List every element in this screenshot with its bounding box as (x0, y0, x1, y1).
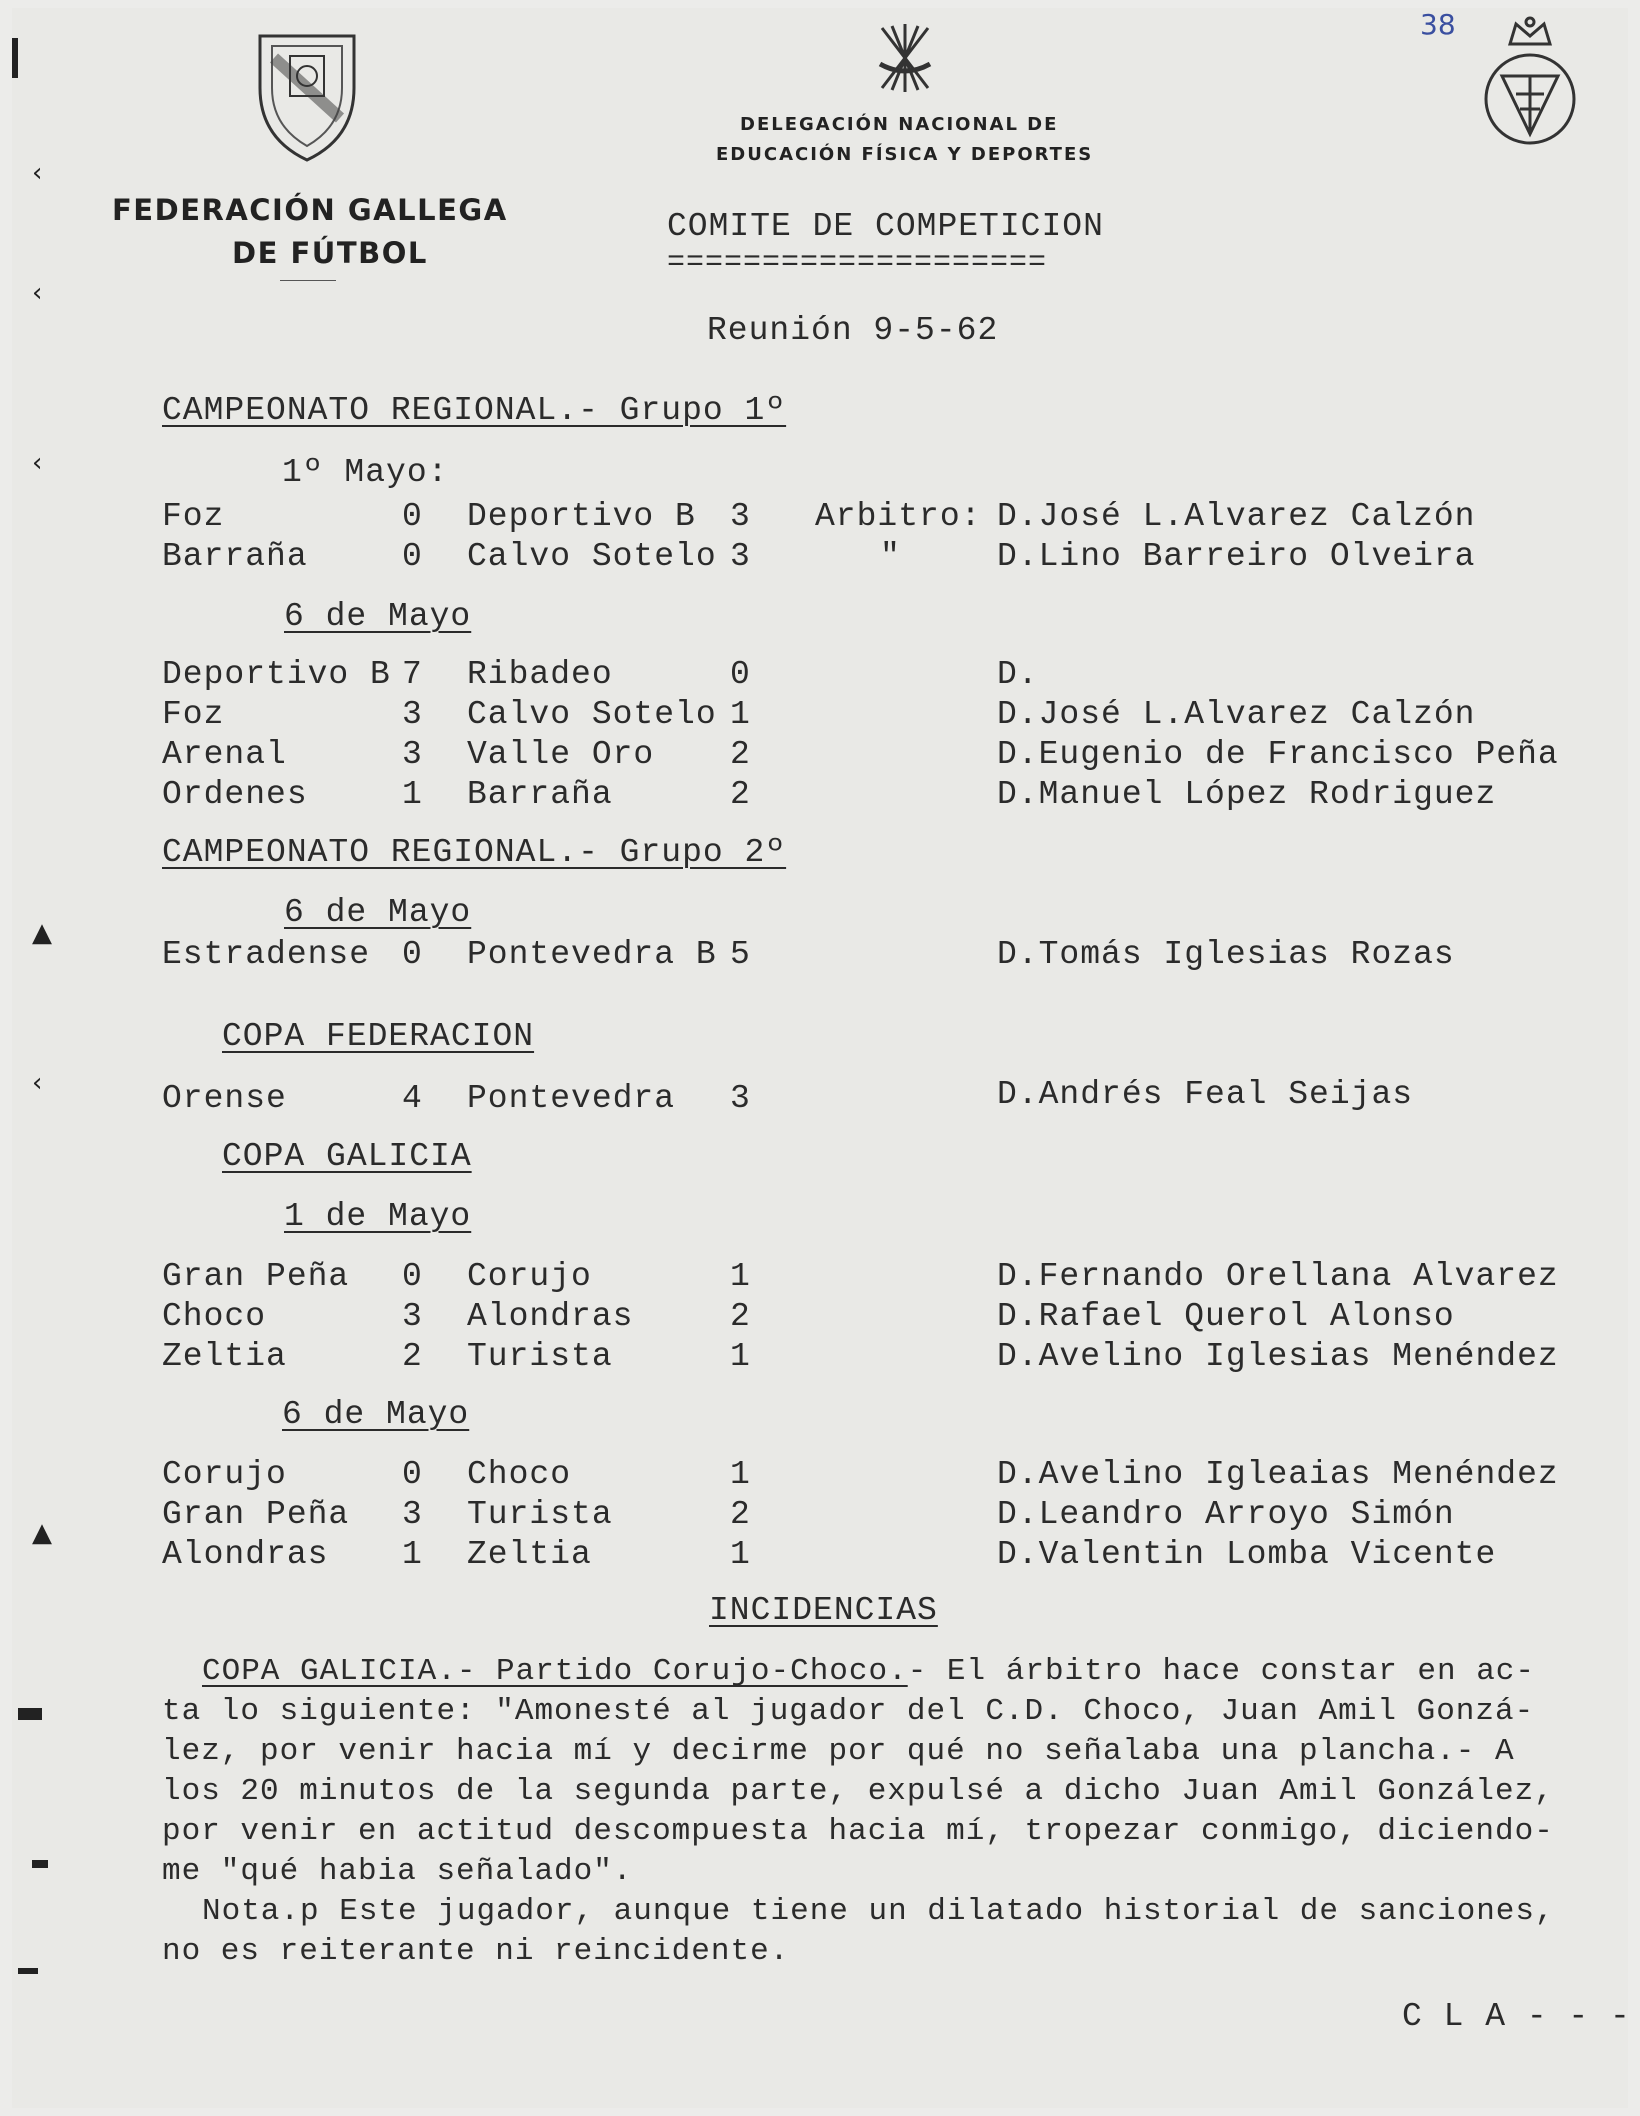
away-team: Valle Oro (467, 736, 655, 773)
incident-note: no es reiterante ni reincidente. (162, 1934, 790, 1969)
away-team: Deportivo B (467, 498, 696, 535)
away-score: 2 (730, 1298, 751, 1335)
referee-ditto: " (880, 538, 901, 575)
away-score: 1 (730, 1258, 751, 1295)
home-team: Orense (162, 1080, 287, 1117)
incident-line: por venir en actitud descompuesta hacia mí, tropezar conmigo, diciendo- (162, 1814, 1554, 1849)
delegation-line1: DELEGACIÓN NACIONAL DE (740, 114, 1059, 135)
referee-label: Arbitro: (815, 498, 982, 535)
home-score: 0 (402, 1258, 423, 1295)
away-team: Calvo Sotelo (467, 696, 717, 733)
home-score: 1 (402, 776, 423, 813)
home-team: Gran Peña (162, 1496, 350, 1533)
date-label: 6 de Mayo (282, 1396, 470, 1433)
referee: D.Tomás Iglesias Rozas (997, 936, 1455, 973)
referee: D.Valentin Lomba Vicente (997, 1536, 1497, 1573)
binder-mark-decoration (18, 1968, 38, 1974)
home-team: Foz (162, 498, 225, 535)
incident-line: los 20 minutos de la segunda parte, expulsé a dicho Juan Amil González, (162, 1774, 1554, 1809)
referee: D.Manuel López Rodriguez (997, 776, 1497, 813)
binder-mark-decoration: ‹ (32, 158, 43, 188)
home-score: 0 (402, 498, 423, 535)
federation-crest-icon (252, 28, 362, 168)
home-team: Ordenes (162, 776, 308, 813)
home-score: 3 (402, 1298, 423, 1335)
referee: D.Avelino Igleaias Menéndez (997, 1456, 1559, 1493)
referee: D.José L.Alvarez Calzón (997, 498, 1476, 535)
away-team: Corujo (467, 1258, 592, 1295)
home-team: Arenal (162, 736, 287, 773)
meeting-date: Reunión 9-5-62 (707, 312, 999, 349)
home-score: 7 (402, 656, 423, 693)
away-team: Alondras (467, 1298, 634, 1335)
home-score: 2 (402, 1338, 423, 1375)
binder-mark-decoration: ‹ (32, 278, 43, 308)
letterhead-divider (280, 280, 336, 281)
rfef-crest-icon (1480, 14, 1580, 164)
binder-mark-decoration (18, 1708, 42, 1720)
section-heading-incidencias: INCIDENCIAS (709, 1592, 938, 1629)
home-team: Zeltia (162, 1338, 287, 1375)
page-continuation-mark: C L A - - - (1402, 1998, 1631, 2035)
federation-name-line2: DE FÚTBOL (232, 236, 428, 270)
incident-line-text: - El árbitro hace constar en ac- (907, 1654, 1536, 1689)
away-team: Turista (467, 1496, 613, 1533)
away-team: Calvo Sotelo (467, 538, 717, 575)
section-heading-grupo2: CAMPEONATO REGIONAL.- Grupo 2º (162, 834, 787, 871)
home-team: Foz (162, 696, 225, 733)
home-team: Estradense (162, 936, 371, 973)
away-team: Zeltia (467, 1536, 592, 1573)
title-underline: ==================== (667, 246, 1048, 280)
home-score: 0 (402, 1456, 423, 1493)
binder-mark-decoration: ▲ (32, 918, 52, 948)
away-score: 3 (730, 1080, 751, 1117)
away-score: 3 (730, 498, 751, 535)
home-team: Deportivo B (162, 656, 391, 693)
federation-name-line1: FEDERACIÓN GALLEGA (112, 193, 508, 227)
binder-mark-decoration: ‹ (32, 1068, 43, 1098)
referee: D. (997, 656, 1039, 693)
away-score: 2 (730, 736, 751, 773)
away-score: 1 (730, 1338, 751, 1375)
incident-line (202, 1654, 1535, 1689)
away-score: 1 (730, 1536, 751, 1573)
date-label: 6 de Mayo (284, 894, 472, 931)
section-heading-grupo1: CAMPEONATO REGIONAL.- Grupo 1º (162, 392, 787, 429)
incident-line: me "qué habia señalado". (162, 1854, 633, 1889)
home-score: 1 (402, 1536, 423, 1573)
date-label: 6 de Mayo (284, 598, 472, 635)
home-team: Gran Peña (162, 1258, 350, 1295)
home-score: 0 (402, 936, 423, 973)
binder-mark-decoration: ▲ (32, 1518, 52, 1548)
away-team: Pontevedra B (467, 936, 717, 973)
yoke-arrows-emblem-icon (870, 18, 940, 98)
away-team: Turista (467, 1338, 613, 1375)
referee: D.Fernando Orellana Alvarez (997, 1258, 1559, 1295)
referee: D.Eugenio de Francisco Peña (997, 736, 1559, 773)
away-team: Ribadeo (467, 656, 613, 693)
home-score: 3 (402, 1496, 423, 1533)
date-label: 1 de Mayo (284, 1198, 472, 1235)
away-score: 1 (730, 696, 751, 733)
binder-mark-decoration (32, 1860, 48, 1868)
archive-page-number: 38 (1420, 8, 1456, 41)
away-score: 3 (730, 538, 751, 575)
referee: D.José L.Alvarez Calzón (997, 696, 1476, 733)
home-team: Alondras (162, 1536, 329, 1573)
away-score: 1 (730, 1456, 751, 1493)
incident-line: lez, por venir hacia mí y decirme por qué no señalaba una plancha.- A (162, 1734, 1515, 1769)
date-label: 1º Mayo: (282, 454, 449, 491)
referee: D.Avelino Iglesias Menéndez (997, 1338, 1559, 1375)
home-score: 3 (402, 696, 423, 733)
away-score: 2 (730, 1496, 751, 1533)
incident-lead: COPA GALICIA.- Partido Corujo-Choco. (202, 1654, 908, 1689)
home-team: Corujo (162, 1456, 287, 1493)
away-score: 5 (730, 936, 751, 973)
away-score: 2 (730, 776, 751, 813)
incident-line: ta lo siguiente: "Amonesté al jugador del C.D. Choco, Juan Amil Gonzá- (162, 1694, 1535, 1729)
referee: D.Leandro Arroyo Simón (997, 1496, 1455, 1533)
document-page (12, 8, 1631, 2108)
committee-title: COMITE DE COMPETICION (667, 208, 1104, 245)
away-team: Pontevedra (467, 1080, 676, 1117)
home-score: 0 (402, 538, 423, 575)
away-team: Barraña (467, 776, 613, 813)
home-team: Choco (162, 1298, 267, 1335)
incident-note: Nota.p Este jugador, aunque tiene un dilatado historial de sanciones, (202, 1894, 1555, 1929)
home-score: 3 (402, 736, 423, 773)
referee: D.Rafael Querol Alonso (997, 1298, 1455, 1335)
away-score: 0 (730, 656, 751, 693)
home-score: 4 (402, 1080, 423, 1117)
referee: D.Andrés Feal Seijas (997, 1076, 1414, 1113)
home-team: Barraña (162, 538, 308, 575)
section-heading-copa-galicia: COPA GALICIA (222, 1138, 472, 1175)
binder-mark-decoration (12, 38, 18, 78)
binder-mark-decoration: ‹ (32, 448, 43, 478)
away-team: Choco (467, 1456, 572, 1493)
delegation-line2: EDUCACIÓN FÍSICA Y DEPORTES (716, 144, 1094, 165)
section-heading-copa-federacion: COPA FEDERACION (222, 1018, 535, 1055)
referee: D.Lino Barreiro Olveira (997, 538, 1476, 575)
